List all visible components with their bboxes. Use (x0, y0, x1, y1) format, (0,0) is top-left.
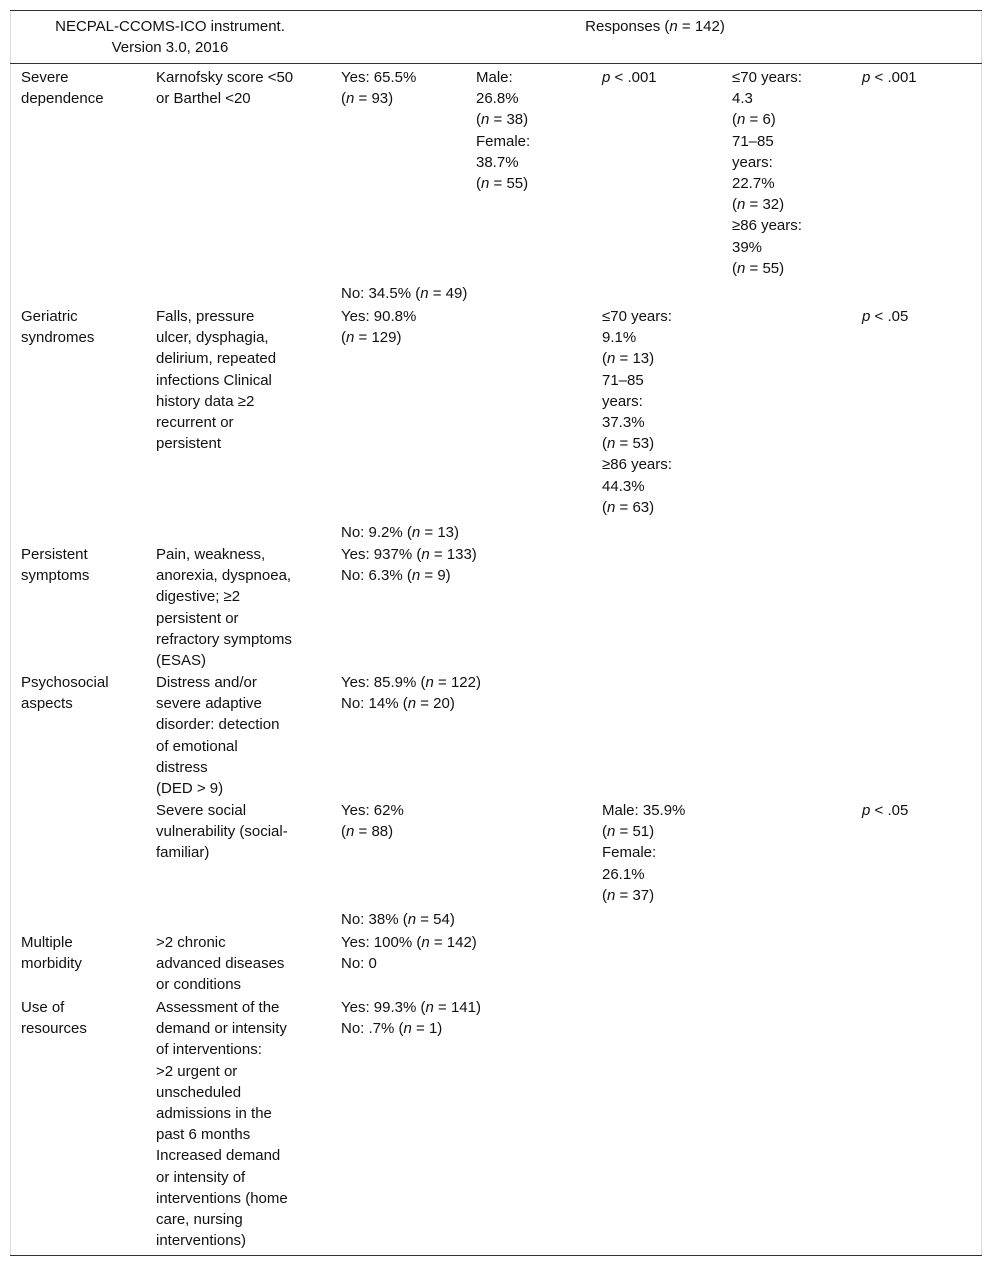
row-no: No: 9.2% (n = 13) (341, 524, 459, 541)
body-right-edge (981, 64, 982, 1255)
row-yes-no: Yes: 937% (n = 133) No: 6.3% (n = 9) (341, 546, 477, 585)
row-age-breakdown: ≤70 years: 9.1% (n = 13) 71–85 years: 37.3% (n = 53) ≥86 years: 44.3% (n = 63) (602, 308, 672, 516)
row-yes-no: Yes: 99.3% (n = 141) No: .7% (n = 1) (341, 999, 481, 1038)
row-criterion: Falls, pressure ulcer, dysphagia, delirium, repeated infections Clinical history data ≥2 recurrent or persistent (156, 308, 277, 453)
row-name: Severe dependence (21, 69, 104, 108)
row-p: p < .05 (862, 802, 909, 819)
row-yes-no: Yes: 85.9% (n = 122) No: 14% (n = 20) (341, 674, 481, 713)
row-no: No: 34.5% (n = 49) (341, 285, 468, 302)
body-left-edge (10, 64, 11, 1255)
header-bottom-rule (10, 63, 982, 64)
row-no: No: 38% (n = 54) (341, 911, 455, 928)
row-yes: Yes: 65.5% (n = 93) (341, 69, 417, 108)
header-responses: Responses (n = 142) (585, 18, 725, 35)
row-name: Persistent symptoms (21, 546, 90, 585)
row-yes: Yes: 90.8% (n = 129) (341, 308, 417, 347)
row-yes: Yes: 62% (n = 88) (341, 802, 404, 841)
row-criterion: >2 chronic advanced diseases or conditions (156, 934, 285, 994)
row-age-breakdown: ≤70 years: 4.3 (n = 6) 71–85 years: 22.7% (n = 32) ≥86 years: 39% (n = 55) (732, 69, 802, 277)
row-criterion: Pain, weakness, anorexia, dyspnoea, digestive; ≥2 persistent or refractory symptoms (ESAS) (156, 546, 292, 670)
row-sex-breakdown: Male: 35.9% (n = 51) Female: 26.1% (n = 37) (602, 802, 686, 904)
row-criterion: Karnofsky score <50 or Barthel <20 (156, 69, 294, 108)
row-criterion: Assessment of the demand or intensity of interventions: >2 urgent or unscheduled admissions in the past 6 months Increased demand or intensity of interventions (home care, nursing interventions) (156, 999, 288, 1250)
header-left-edge (10, 11, 11, 63)
row-name: Use of resources (21, 999, 87, 1038)
row-p: p < .05 (862, 308, 909, 325)
row-sex-breakdown: Male: 26.8% (n = 38) Female: 38.7% (n = 55) (476, 69, 531, 193)
row-criterion: Distress and/or severe adaptive disorder: detection of emotional distress (DED > 9) (156, 674, 280, 798)
header-right-edge (981, 11, 982, 63)
row-name: Psychosocial aspects (21, 674, 109, 713)
row-yes-no: Yes: 100% (n = 142) No: 0 (341, 934, 477, 973)
table-top-rule (10, 10, 982, 11)
row-name: Geriatric syndromes (21, 308, 95, 347)
row-criterion: Severe social vulnerability (social- familiar) (156, 802, 288, 862)
row-name: Multiple morbidity (21, 934, 82, 973)
row-p-sex: p < .001 (602, 69, 657, 86)
table-bottom-rule (10, 1255, 982, 1256)
row-p-age: p < .001 (862, 69, 917, 86)
header-instrument: NECPAL-CCOMS-ICO instrument. Version 3.0, 2016 (55, 18, 285, 56)
results-table (10, 10, 982, 1256)
